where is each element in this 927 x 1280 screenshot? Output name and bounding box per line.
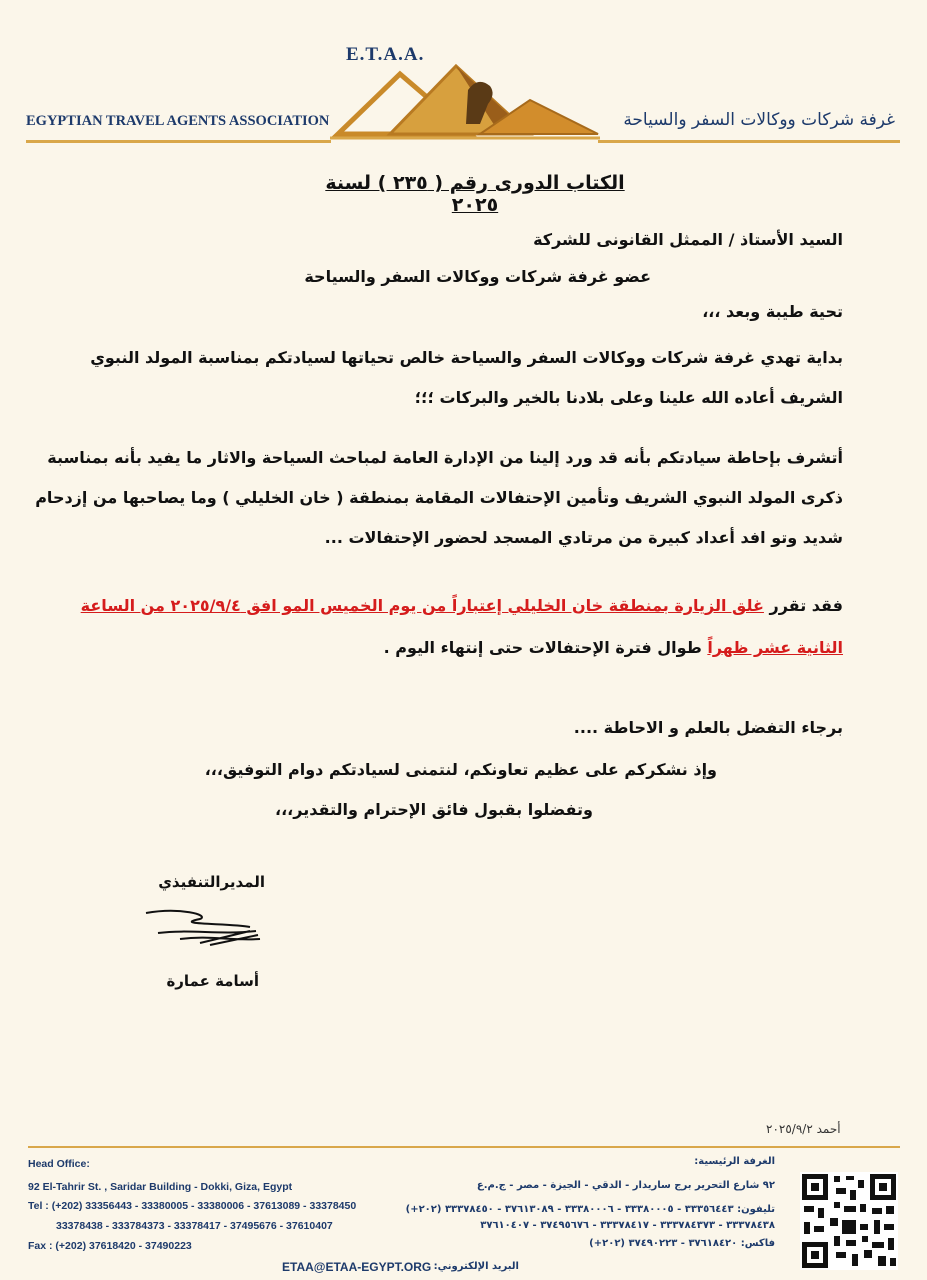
footer-fax-en: Fax : (+202) 37618420 - 37490223 bbox=[28, 1240, 192, 1252]
footer-divider bbox=[28, 1146, 900, 1148]
footer-tel-en: Tel : (+202) 33356443 - 33380005 - 33380006 - 37613089 - 33378450 bbox=[28, 1200, 357, 1212]
footer-tel-ar-2: ٣٣٣٧٨٤٣٨ - ٣٣٣٧٨٤٣٧٣ - ٣٣٣٧٨٤١٧ - ٣٧٤٩٥٦٧٦ - ٣٧٦١٠٤٠٧ bbox=[480, 1220, 775, 1231]
footer-email[interactable]: ETAA@ETAA-EGYPT.ORG bbox=[282, 1260, 432, 1274]
header-divider-right bbox=[598, 140, 900, 143]
addressee-line-1: السيد الأستاذ / الممثل القانونى للشركة bbox=[533, 230, 843, 249]
paragraph-1-line-2: الشريف أعاده الله علينا وعلى بلادنا بالخير والبركات ؛؛؛ bbox=[414, 388, 843, 407]
decision-prefix: فقد تقرر bbox=[763, 596, 843, 615]
closing-line-3: وتفضلوا بقبول فائق الإحترام والتقدير،،، bbox=[275, 800, 593, 819]
footer-tel-ar: تليفون: ٣٣٣٥٦٤٤٣ - ٣٣٣٨٠٠٠٥ - ٣٣٣٨٠٠٠٦ - ٣٧٦١٣٠٨٩ - ٣٣٣٧٨٤٥٠ (٢٠٢+) bbox=[405, 1204, 775, 1215]
closing-line-1: برجاء التفضل بالعلم و الاحاطة .... bbox=[573, 718, 843, 737]
signatory-role: المديرالتنفيذي bbox=[158, 873, 265, 891]
decision-highlight-2: الثانية عشر ظهراً bbox=[707, 638, 843, 657]
org-name-english: EGYPTIAN TRAVEL AGENTS ASSOCIATION bbox=[26, 113, 330, 129]
org-name-arabic: غرفة شركات ووكالات السفر والسياحة bbox=[623, 110, 895, 130]
footer-head-office-label-ar: الغرفة الرئيسية: bbox=[694, 1156, 775, 1167]
footer-address-ar: ٩٢ شارع التحرير برج ساريدار - الدقي - الجيزة - مصر - ج.م.ع bbox=[476, 1180, 775, 1191]
addressee-line-2: عضو غرفة شركات ووكالات السفر والسياحة bbox=[304, 267, 651, 286]
footer-fax-ar: فاكس: ٣٧٦١٨٤٢٠ - ٣٧٤٩٠٢٢٣ (٢٠٢+) bbox=[589, 1238, 775, 1249]
decision-suffix: طوال فترة الإحتفالات حتى إنتهاء اليوم . bbox=[383, 638, 708, 657]
qr-code bbox=[800, 1172, 898, 1270]
paragraph-2-line-2: ذكرى المولد النبوي الشريف وتأمين الإحتفالات المقامة بمنطقة ( خان الخليلي ) وما يصاحبها من إزدحام bbox=[35, 488, 843, 507]
org-abbreviation: E.T.A.A. bbox=[346, 44, 425, 65]
signatory-name: أسامة عمارة bbox=[166, 972, 259, 990]
pyramids-logo bbox=[330, 60, 600, 146]
paragraph-2-line-1: أتشرف بإحاطة سيادتكم بأنه قد ورد إلينا من الإدارة العامة لمباحث السياحة والاثار ما يفيد بأنه بمناسبة bbox=[47, 448, 843, 467]
paragraph-2-line-3: شديد وتو افد أعداد كبيرة من مرتادي المسجد لحضور الإحتفالات ... bbox=[324, 528, 843, 547]
footer-email-label-ar: البريد الإلكتروني: bbox=[433, 1261, 519, 1272]
decision-line-2 bbox=[384, 630, 843, 665]
decision-highlight-1: غلق الزيارة بمنطقة خان الخليلي إعتباراً من يوم الخميس المو افق ٢٠٢٥/٩/٤ من الساعة bbox=[80, 596, 764, 615]
decision-line-1 bbox=[81, 588, 843, 623]
paragraph-1-line-1: بداية تهدي غرفة شركات ووكالات السفر والسياحة خالص تحياتها لسيادتكم بمناسبة المولد النبوي bbox=[90, 348, 843, 367]
handwritten-date-note: أحمد ٢٠٢٥/٩/٢ bbox=[766, 1122, 841, 1136]
footer-head-office-label: Head Office: bbox=[28, 1158, 90, 1170]
circular-title: الكتاب الدورى رقم ( ٢٣٥ ) لسنة ٢٠٢٥ bbox=[325, 172, 625, 216]
header-divider-left bbox=[26, 140, 331, 143]
greeting: تحية طيبة وبعد ،،، bbox=[702, 302, 843, 321]
handwritten-signature bbox=[140, 905, 270, 955]
footer-address-en: 92 El-Tahrir St. , Saridar Building - Dokki, Giza, Egypt bbox=[28, 1181, 293, 1193]
closing-line-2: وإذ نشكركم على عظيم تعاونكم، لنتمنى لسيادتكم دوام التوفيق،،، bbox=[204, 760, 717, 779]
footer-tel-en-2: 33378438 - 333784373 - 33378417 - 37495676 - 37610407 bbox=[56, 1220, 333, 1232]
